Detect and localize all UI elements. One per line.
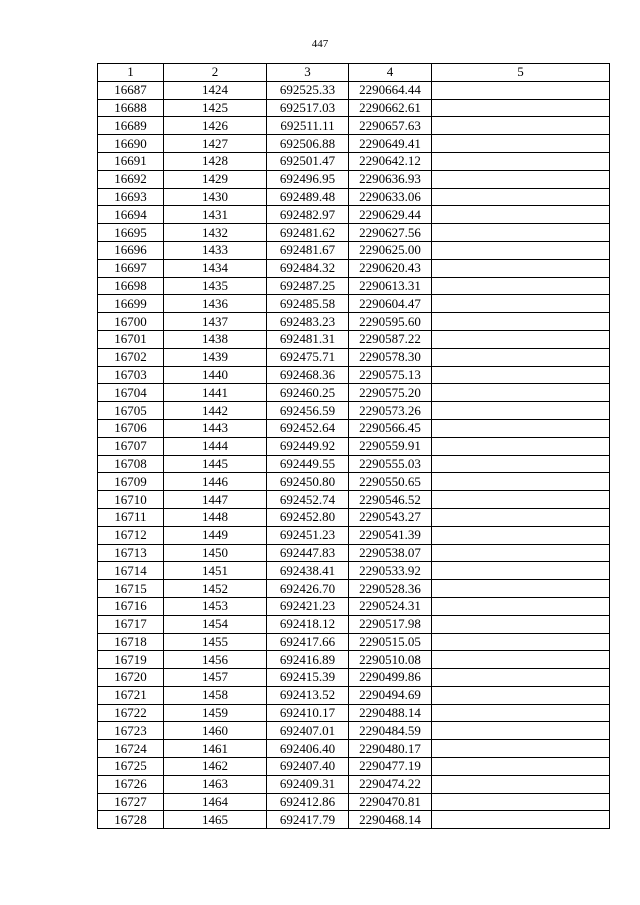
table-cell-col-3: 692415.39 <box>267 669 349 687</box>
table-cell-col-3: 692406.40 <box>267 740 349 758</box>
table-cell-col-1: 16713 <box>98 544 164 562</box>
table-row <box>98 313 610 331</box>
column-header-3: 3 <box>267 64 349 82</box>
table-cell-col-2: 1435 <box>164 277 267 295</box>
table-cell-col-1: 16697 <box>98 259 164 277</box>
table-row <box>98 455 610 473</box>
table-cell-col-2: 1454 <box>164 615 267 633</box>
table-cell-col-1: 16719 <box>98 651 164 669</box>
table-cell-col-1: 16720 <box>98 669 164 687</box>
table-cell-col-5 <box>432 704 610 722</box>
table-cell-col-3: 692451.23 <box>267 526 349 544</box>
table-cell-col-2: 1460 <box>164 722 267 740</box>
table-cell-col-5 <box>432 241 610 259</box>
table-cell-col-1: 16715 <box>98 580 164 598</box>
table-cell-col-5 <box>432 224 610 242</box>
table-cell-col-1: 16727 <box>98 793 164 811</box>
table-cell-col-5 <box>432 170 610 188</box>
table-cell-col-5 <box>432 295 610 313</box>
table-cell-col-2: 1424 <box>164 81 267 99</box>
table-cell-col-1: 16712 <box>98 526 164 544</box>
table-cell-col-5 <box>432 437 610 455</box>
table-cell-col-4: 2290575.13 <box>349 366 432 384</box>
table-cell-col-2: 1447 <box>164 491 267 509</box>
table-cell-col-3: 692452.80 <box>267 508 349 526</box>
table-cell-col-5 <box>432 384 610 402</box>
table-cell-col-2: 1440 <box>164 366 267 384</box>
table-cell-col-3: 692450.80 <box>267 473 349 491</box>
table-cell-col-1: 16723 <box>98 722 164 740</box>
table-cell-col-3: 692449.55 <box>267 455 349 473</box>
coordinates-table <box>97 63 610 829</box>
table-cell-col-3: 692517.03 <box>267 99 349 117</box>
table-cell-col-3: 692481.67 <box>267 241 349 259</box>
table-cell-col-1: 16687 <box>98 81 164 99</box>
table-cell-col-4: 2290559.91 <box>349 437 432 455</box>
table-cell-col-1: 16689 <box>98 117 164 135</box>
table-cell-col-2: 1436 <box>164 295 267 313</box>
table-row <box>98 224 610 242</box>
table-cell-col-1: 16714 <box>98 562 164 580</box>
table-row <box>98 259 610 277</box>
table-row <box>98 775 610 793</box>
table-cell-col-2: 1438 <box>164 330 267 348</box>
table-row <box>98 117 610 135</box>
table-cell-col-2: 1437 <box>164 313 267 331</box>
table-row <box>98 686 610 704</box>
table-cell-col-4: 2290474.22 <box>349 775 432 793</box>
column-header-2: 2 <box>164 64 267 82</box>
table-cell-col-1: 16703 <box>98 366 164 384</box>
table-cell-col-4: 2290550.65 <box>349 473 432 491</box>
table-cell-col-4: 2290468.14 <box>349 811 432 829</box>
table-row <box>98 633 610 651</box>
table-cell-col-3: 692449.92 <box>267 437 349 455</box>
table-row <box>98 384 610 402</box>
table-cell-col-3: 692413.52 <box>267 686 349 704</box>
table-cell-col-5 <box>432 669 610 687</box>
table-cell-col-2: 1458 <box>164 686 267 704</box>
table-cell-col-1: 16699 <box>98 295 164 313</box>
table-cell-col-2: 1462 <box>164 758 267 776</box>
table-cell-col-5 <box>432 740 610 758</box>
table-row <box>98 241 610 259</box>
table-row <box>98 704 610 722</box>
table-cell-col-1: 16705 <box>98 402 164 420</box>
table-cell-col-5 <box>432 117 610 135</box>
table-cell-col-3: 692460.25 <box>267 384 349 402</box>
table-cell-col-2: 1426 <box>164 117 267 135</box>
table-cell-col-1: 16708 <box>98 455 164 473</box>
table-cell-col-1: 16695 <box>98 224 164 242</box>
table-cell-col-3: 692482.97 <box>267 206 349 224</box>
table-cell-col-4: 2290517.98 <box>349 615 432 633</box>
table-cell-col-4: 2290627.56 <box>349 224 432 242</box>
table-cell-col-2: 1456 <box>164 651 267 669</box>
table-cell-col-5 <box>432 597 610 615</box>
table-row <box>98 277 610 295</box>
table-row <box>98 473 610 491</box>
table-cell-col-3: 692487.25 <box>267 277 349 295</box>
table-cell-col-4: 2290636.93 <box>349 170 432 188</box>
table-cell-col-5 <box>432 81 610 99</box>
table-cell-col-5 <box>432 508 610 526</box>
table-cell-col-4: 2290664.44 <box>349 81 432 99</box>
table-cell-col-1: 16698 <box>98 277 164 295</box>
table-header-row <box>98 64 610 82</box>
table-cell-col-5 <box>432 811 610 829</box>
table-cell-col-3: 692407.40 <box>267 758 349 776</box>
table-cell-col-5 <box>432 580 610 598</box>
table-row <box>98 811 610 829</box>
table-cell-col-1: 16700 <box>98 313 164 331</box>
table-cell-col-4: 2290649.41 <box>349 135 432 153</box>
table-cell-col-2: 1434 <box>164 259 267 277</box>
table-cell-col-5 <box>432 775 610 793</box>
table-cell-col-3: 692484.32 <box>267 259 349 277</box>
table-cell-col-5 <box>432 686 610 704</box>
table-cell-col-2: 1443 <box>164 419 267 437</box>
table-cell-col-3: 692452.74 <box>267 491 349 509</box>
table-cell-col-3: 692525.33 <box>267 81 349 99</box>
table-cell-col-5 <box>432 758 610 776</box>
table-row <box>98 562 610 580</box>
table-cell-col-4: 2290629.44 <box>349 206 432 224</box>
table-cell-col-3: 692416.89 <box>267 651 349 669</box>
table-row <box>98 402 610 420</box>
table-cell-col-3: 692410.17 <box>267 704 349 722</box>
table-cell-col-1: 16692 <box>98 170 164 188</box>
table-row <box>98 508 610 526</box>
table-cell-col-4: 2290524.31 <box>349 597 432 615</box>
table-cell-col-1: 16717 <box>98 615 164 633</box>
table-cell-col-2: 1461 <box>164 740 267 758</box>
column-header-5: 5 <box>432 64 610 82</box>
table-cell-col-5 <box>432 544 610 562</box>
table-cell-col-4: 2290470.81 <box>349 793 432 811</box>
table-row <box>98 419 610 437</box>
table-row <box>98 669 610 687</box>
table-cell-col-4: 2290633.06 <box>349 188 432 206</box>
table-cell-col-2: 1432 <box>164 224 267 242</box>
table-cell-col-1: 16688 <box>98 99 164 117</box>
table-cell-col-2: 1452 <box>164 580 267 598</box>
table-row <box>98 740 610 758</box>
table-row <box>98 597 610 615</box>
table-cell-col-3: 692447.83 <box>267 544 349 562</box>
table-cell-col-3: 692475.71 <box>267 348 349 366</box>
table-cell-col-2: 1451 <box>164 562 267 580</box>
table-cell-col-4: 2290484.59 <box>349 722 432 740</box>
table-cell-col-5 <box>432 366 610 384</box>
table-cell-col-4: 2290566.45 <box>349 419 432 437</box>
table-cell-col-3: 692418.12 <box>267 615 349 633</box>
table-cell-col-3: 692506.88 <box>267 135 349 153</box>
table-cell-col-4: 2290510.08 <box>349 651 432 669</box>
table-cell-col-3: 692417.79 <box>267 811 349 829</box>
table-cell-col-4: 2290541.39 <box>349 526 432 544</box>
table-cell-col-2: 1453 <box>164 597 267 615</box>
table-cell-col-2: 1425 <box>164 99 267 117</box>
table-cell-col-4: 2290613.31 <box>349 277 432 295</box>
table-row <box>98 793 610 811</box>
table-cell-col-5 <box>432 562 610 580</box>
table-cell-col-1: 16711 <box>98 508 164 526</box>
table-cell-col-5 <box>432 402 610 420</box>
table-cell-col-3: 692511.11 <box>267 117 349 135</box>
table-cell-col-5 <box>432 206 610 224</box>
table-cell-col-4: 2290604.47 <box>349 295 432 313</box>
table-cell-col-1: 16718 <box>98 633 164 651</box>
table-cell-col-1: 16690 <box>98 135 164 153</box>
table-cell-col-5 <box>432 135 610 153</box>
table-cell-col-4: 2290662.61 <box>349 99 432 117</box>
table-row <box>98 366 610 384</box>
table-cell-col-3: 692485.58 <box>267 295 349 313</box>
table-cell-col-5 <box>432 722 610 740</box>
table-cell-col-4: 2290555.03 <box>349 455 432 473</box>
table-cell-col-4: 2290642.12 <box>349 152 432 170</box>
table-cell-col-4: 2290575.20 <box>349 384 432 402</box>
table-cell-col-5 <box>432 651 610 669</box>
table-cell-col-4: 2290587.22 <box>349 330 432 348</box>
table-cell-col-3: 692483.23 <box>267 313 349 331</box>
table-cell-col-5 <box>432 330 610 348</box>
table-cell-col-1: 16693 <box>98 188 164 206</box>
table-cell-col-1: 16696 <box>98 241 164 259</box>
table-cell-col-2: 1464 <box>164 793 267 811</box>
table-cell-col-4: 2290625.00 <box>349 241 432 259</box>
table-cell-col-2: 1444 <box>164 437 267 455</box>
table-row <box>98 348 610 366</box>
column-header-4: 4 <box>349 64 432 82</box>
table-cell-col-1: 16725 <box>98 758 164 776</box>
column-header-1: 1 <box>98 64 164 82</box>
table-cell-col-3: 692438.41 <box>267 562 349 580</box>
table-cell-col-4: 2290533.92 <box>349 562 432 580</box>
table-cell-col-4: 2290657.63 <box>349 117 432 135</box>
table-cell-col-4: 2290573.26 <box>349 402 432 420</box>
table-cell-col-3: 692468.36 <box>267 366 349 384</box>
table-cell-col-5 <box>432 348 610 366</box>
table-cell-col-3: 692496.95 <box>267 170 349 188</box>
table-cell-col-2: 1455 <box>164 633 267 651</box>
table-cell-col-2: 1439 <box>164 348 267 366</box>
table-cell-col-2: 1465 <box>164 811 267 829</box>
table-cell-col-1: 16706 <box>98 419 164 437</box>
table-cell-col-4: 2290528.36 <box>349 580 432 598</box>
table-cell-col-1: 16710 <box>98 491 164 509</box>
table-row <box>98 491 610 509</box>
table-cell-col-2: 1442 <box>164 402 267 420</box>
table-cell-col-4: 2290480.17 <box>349 740 432 758</box>
table-cell-col-2: 1457 <box>164 669 267 687</box>
table-cell-col-3: 692409.31 <box>267 775 349 793</box>
table-row <box>98 758 610 776</box>
table-cell-col-3: 692452.64 <box>267 419 349 437</box>
table-row <box>98 437 610 455</box>
table-cell-col-1: 16694 <box>98 206 164 224</box>
table-cell-col-4: 2290595.60 <box>349 313 432 331</box>
table-row <box>98 722 610 740</box>
table-row <box>98 615 610 633</box>
table-cell-col-4: 2290477.19 <box>349 758 432 776</box>
table-cell-col-2: 1431 <box>164 206 267 224</box>
table-cell-col-3: 692489.48 <box>267 188 349 206</box>
table-cell-col-4: 2290538.07 <box>349 544 432 562</box>
page-number: 447 <box>311 38 329 50</box>
table-cell-col-1: 16722 <box>98 704 164 722</box>
table-cell-col-5 <box>432 633 610 651</box>
table-cell-col-5 <box>432 313 610 331</box>
table-cell-col-4: 2290488.14 <box>349 704 432 722</box>
table-row <box>98 295 610 313</box>
table-cell-col-5 <box>432 152 610 170</box>
table-cell-col-1: 16709 <box>98 473 164 491</box>
table-cell-col-5 <box>432 259 610 277</box>
table-row <box>98 188 610 206</box>
table-row <box>98 544 610 562</box>
table-cell-col-5 <box>432 99 610 117</box>
table-cell-col-4: 2290546.52 <box>349 491 432 509</box>
table-cell-col-2: 1450 <box>164 544 267 562</box>
table-cell-col-3: 692456.59 <box>267 402 349 420</box>
table-row <box>98 526 610 544</box>
table-cell-col-3: 692412.86 <box>267 793 349 811</box>
table-cell-col-5 <box>432 455 610 473</box>
table-row <box>98 81 610 99</box>
table-cell-col-2: 1449 <box>164 526 267 544</box>
table-cell-col-4: 2290543.27 <box>349 508 432 526</box>
table-row <box>98 580 610 598</box>
table-cell-col-4: 2290578.30 <box>349 348 432 366</box>
table-cell-col-5 <box>432 615 610 633</box>
table-cell-col-1: 16702 <box>98 348 164 366</box>
table-row <box>98 99 610 117</box>
table-cell-col-2: 1428 <box>164 152 267 170</box>
table-cell-col-2: 1441 <box>164 384 267 402</box>
table-row <box>98 152 610 170</box>
table-cell-col-4: 2290494.69 <box>349 686 432 704</box>
table-cell-col-4: 2290499.86 <box>349 669 432 687</box>
table-cell-col-5 <box>432 277 610 295</box>
table-cell-col-2: 1430 <box>164 188 267 206</box>
table-cell-col-2: 1459 <box>164 704 267 722</box>
table-body <box>98 81 610 828</box>
table-cell-col-3: 692501.47 <box>267 152 349 170</box>
table-cell-col-3: 692481.62 <box>267 224 349 242</box>
table-cell-col-3: 692417.66 <box>267 633 349 651</box>
table-row <box>98 651 610 669</box>
table-cell-col-3: 692481.31 <box>267 330 349 348</box>
table-cell-col-2: 1446 <box>164 473 267 491</box>
table-cell-col-5 <box>432 473 610 491</box>
table-cell-col-3: 692421.23 <box>267 597 349 615</box>
table-cell-col-1: 16721 <box>98 686 164 704</box>
table-cell-col-1: 16728 <box>98 811 164 829</box>
table-row <box>98 135 610 153</box>
table-cell-col-3: 692407.01 <box>267 722 349 740</box>
table-row <box>98 330 610 348</box>
table-cell-col-2: 1427 <box>164 135 267 153</box>
table-row <box>98 206 610 224</box>
table-cell-col-1: 16707 <box>98 437 164 455</box>
table-cell-col-5 <box>432 491 610 509</box>
table-cell-col-2: 1448 <box>164 508 267 526</box>
table-cell-col-2: 1463 <box>164 775 267 793</box>
table-cell-col-1: 16726 <box>98 775 164 793</box>
table-row <box>98 170 610 188</box>
table-cell-col-2: 1429 <box>164 170 267 188</box>
table-cell-col-1: 16704 <box>98 384 164 402</box>
table-cell-col-2: 1433 <box>164 241 267 259</box>
table-cell-col-4: 2290515.05 <box>349 633 432 651</box>
table-cell-col-1: 16701 <box>98 330 164 348</box>
table-cell-col-4: 2290620.43 <box>349 259 432 277</box>
table-cell-col-5 <box>432 419 610 437</box>
table-cell-col-1: 16716 <box>98 597 164 615</box>
table-cell-col-5 <box>432 526 610 544</box>
table-cell-col-3: 692426.70 <box>267 580 349 598</box>
table-cell-col-2: 1445 <box>164 455 267 473</box>
table-cell-col-5 <box>432 188 610 206</box>
table-cell-col-5 <box>432 793 610 811</box>
table-cell-col-1: 16691 <box>98 152 164 170</box>
table-cell-col-1: 16724 <box>98 740 164 758</box>
